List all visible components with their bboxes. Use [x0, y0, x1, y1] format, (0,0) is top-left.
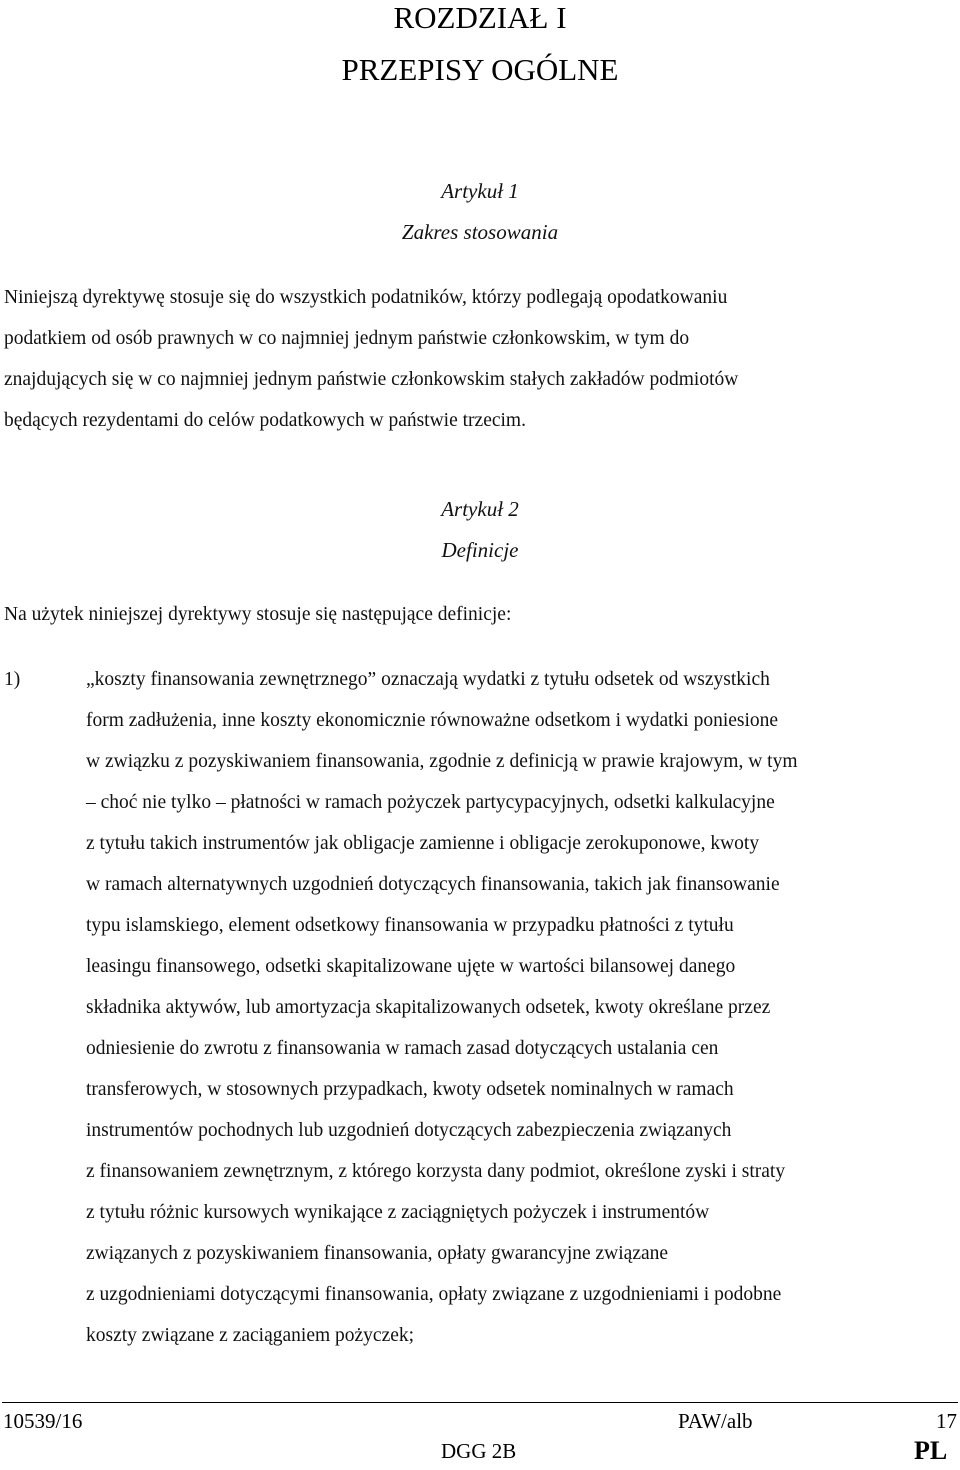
definition-line: – choć nie tylko – płatności w ramach pożyczek partycypacyjnych, odsetki kalkulacyjne	[86, 792, 775, 813]
definition-line: z finansowaniem zewnętrznym, z którego korzysta dany podmiot, określone zyski i straty	[86, 1161, 786, 1182]
handler-initials: PAW/alb	[678, 1409, 753, 1433]
definition-item-number: 1)	[4, 669, 21, 690]
definition-line: odniesienie do zwrotu z finansowania w ramach zasad dotyczących ustalania cen	[86, 1038, 719, 1059]
document-number: 10539/16	[3, 1409, 83, 1433]
definition-line: koszty związane z zaciąganiem pożyczek;	[86, 1325, 415, 1346]
article-1-line: Niniejszą dyrektywę stosuje się do wszystkich podatników, którzy podlegają opodatkowaniu	[4, 287, 728, 308]
article-1-line: będących rezydentami do celów podatkowych w państwie trzecim.	[4, 410, 526, 431]
article-2-intro: Na użytek niniejszej dyrektywy stosuje się następujące definicje:	[4, 604, 512, 625]
language-code: PL	[914, 1436, 948, 1465]
definition-line: form zadłużenia, inne koszty ekonomicznie równoważne odsetkom i wydatki poniesione	[86, 710, 779, 731]
definition-line: „koszty finansowania zewnętrznego” oznaczają wydatki z tytułu odsetek od wszystkich	[86, 669, 770, 690]
definition-line: związanych z pozyskiwaniem finansowania, opłaty gwarancyjne związane	[86, 1243, 669, 1264]
definition-line: w ramach alternatywnych uzgodnień dotyczących finansowania, takich jak finansowanie	[86, 874, 780, 895]
article-1-body	[4, 277, 954, 441]
definition-line: typu islamskiego, element odsetkowy finansowania w przypadku płatności z tytułu	[86, 915, 734, 936]
chapter-title: PRZEPISY OGÓLNE	[341, 52, 619, 87]
article-1-line: znajdujących się w co najmniej jednym państwie członkowskim stałych zakładów podmiotów	[4, 369, 739, 390]
footer-divider	[2, 1402, 958, 1403]
article-1-number: Artykuł 1	[441, 179, 519, 203]
definition-line: instrumentów pochodnych lub uzgodnień dotyczących zabezpieczenia związanych	[86, 1120, 732, 1141]
definition-line: z uzgodnieniami dotyczącymi finansowania, opłaty związane z uzgodnieniami i podobne	[86, 1284, 782, 1305]
article-1-title: Zakres stosowania	[401, 220, 559, 244]
page-number: 17	[936, 1409, 957, 1433]
definition-line: w związku z pozyskiwaniem finansowania, zgodnie z definicją w prawie krajowym, w tym	[86, 751, 798, 772]
article-1-line: podatkiem od osób prawnych w co najmniej jednym państwie członkowskim, w tym do	[4, 328, 690, 349]
definition-item-text	[86, 659, 956, 1356]
directorate-code: DGG 2B	[441, 1439, 517, 1463]
article-2-number: Artykuł 2	[441, 497, 519, 521]
definition-line: z tytułu takich instrumentów jak obligacje zamienne i obligacje zerokuponowe, kwoty	[86, 833, 760, 854]
definition-line: transferowych, w stosownych przypadkach, kwoty odsetek nominalnych w ramach	[86, 1079, 734, 1100]
definition-line: składnika aktywów, lub amortyzacja skapitalizowanych odsetek, kwoty określane przez	[86, 997, 771, 1018]
article-2-title: Definicje	[441, 538, 519, 562]
chapter-number: ROZDZIAŁ I	[393, 0, 567, 35]
definition-line: z tytułu różnic kursowych wynikające z zaciągniętych pożyczek i instrumentów	[86, 1202, 710, 1223]
definition-line: leasingu finansowego, odsetki skapitalizowane ujęte w wartości bilansowej danego	[86, 956, 736, 977]
